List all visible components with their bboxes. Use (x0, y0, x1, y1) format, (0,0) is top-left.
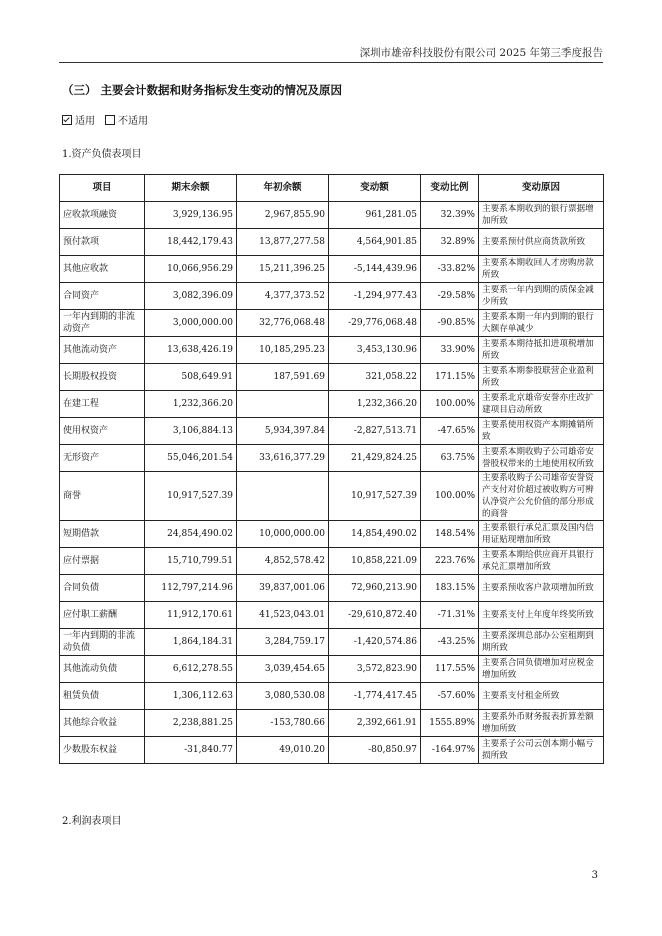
change-reason-cell: 主要系使用权资产本期摊销所致 (479, 418, 604, 445)
begin-balance-cell: 39,837,001.06 (237, 575, 329, 602)
column-header: 变动比例 (421, 175, 479, 202)
change-reason-cell: 主要系支付租金所致 (479, 683, 604, 710)
begin-balance-cell: 4,377,373.52 (237, 283, 329, 310)
row-item-name: 应付职工薪酬 (60, 602, 145, 629)
end-balance-cell: 18,442,179.43 (145, 229, 237, 256)
row-item-name: 少数股东权益 (60, 737, 145, 764)
begin-balance-cell: 187,591.69 (237, 364, 329, 391)
column-header: 变动原因 (479, 175, 604, 202)
balance-sheet-subheading: 1.资产负债表项目 (62, 149, 142, 160)
table-row (60, 445, 604, 472)
change-reason-cell: 主要系本期收到的银行票据增加所致 (479, 202, 604, 229)
column-header: 变动额 (329, 175, 421, 202)
change-amount-cell: -1,774,417.45 (329, 683, 421, 710)
change-amount-cell: 10,858,221.09 (329, 548, 421, 575)
end-balance-cell: -31,840.77 (145, 737, 237, 764)
table-row (60, 364, 604, 391)
change-amount-cell: 1,232,366.20 (329, 391, 421, 418)
change-reason-cell: 主要系本期给供应商开具银行承兑汇票增加所致 (479, 548, 604, 575)
table-row (60, 575, 604, 602)
not-applicable-checkbox[interactable] (105, 115, 115, 125)
change-reason-cell: 主要系本期参股联营企业盈利所致 (479, 364, 604, 391)
table-row (60, 472, 604, 521)
change-reason-cell: 主要系合同负债增加对应税金增加所致 (479, 656, 604, 683)
row-item-name: 应付票据 (60, 548, 145, 575)
end-balance-cell: 3,000,000.00 (145, 310, 237, 337)
change-reason-cell: 主要系深圳总部办公室租期到期所致 (479, 629, 604, 656)
row-item-name: 使用权资产 (60, 418, 145, 445)
change-reason-cell: 主要系本期一年内到期的银行大额存单减少 (479, 310, 604, 337)
table-body (60, 202, 604, 764)
applicability-options (62, 112, 148, 127)
change-ratio-cell: -90.85% (421, 310, 479, 337)
header-divider (59, 62, 603, 63)
table-row (60, 656, 604, 683)
end-balance-cell: 13,638,426.19 (145, 337, 237, 364)
change-amount-cell: 321,058.22 (329, 364, 421, 391)
end-balance-cell: 1,864,184.31 (145, 629, 237, 656)
row-item-name: 其他流动资产 (60, 337, 145, 364)
table-row (60, 337, 604, 364)
change-reason-cell: 主要系本期收回人才房购房款所致 (479, 256, 604, 283)
end-balance-cell: 2,238,881.25 (145, 710, 237, 737)
row-item-name: 在建工程 (60, 391, 145, 418)
change-ratio-cell: -29.58% (421, 283, 479, 310)
change-amount-cell: -2,827,513.71 (329, 418, 421, 445)
change-amount-cell: 21,429,824.25 (329, 445, 421, 472)
begin-balance-cell: 15,211,396.25 (237, 256, 329, 283)
change-amount-cell: 3,453,130.96 (329, 337, 421, 364)
applicable-checkbox[interactable] (62, 115, 72, 125)
begin-balance-cell: 3,284,759.17 (237, 629, 329, 656)
begin-balance-cell: 32,776,068.48 (237, 310, 329, 337)
row-item-name: 其他应收款 (60, 256, 145, 283)
begin-balance-cell: 41,523,043.01 (237, 602, 329, 629)
end-balance-cell: 112,797,214.96 (145, 575, 237, 602)
table-row (60, 710, 604, 737)
end-balance-cell: 24,854,490.02 (145, 521, 237, 548)
change-ratio-cell: 148.54% (421, 521, 479, 548)
table-row (60, 629, 604, 656)
change-ratio-cell: 1555.89% (421, 710, 479, 737)
income-statement-subheading: 2.利润表项目 (62, 816, 122, 827)
begin-balance-cell: 4,852,578.42 (237, 548, 329, 575)
change-amount-cell: 961,281.05 (329, 202, 421, 229)
begin-balance-cell: 10,000,000.00 (237, 521, 329, 548)
table-row (60, 683, 604, 710)
begin-balance-cell: 2,967,855.90 (237, 202, 329, 229)
begin-balance-cell: 10,185,295.23 (237, 337, 329, 364)
end-balance-cell: 3,929,136.95 (145, 202, 237, 229)
row-item-name: 预付款项 (60, 229, 145, 256)
row-item-name: 租赁负债 (60, 683, 145, 710)
report-header: 深圳市雄帝科技股份有限公司 2025 年第三季度报告 (359, 47, 603, 59)
change-ratio-cell: -33.82% (421, 256, 479, 283)
change-ratio-cell: -57.60% (421, 683, 479, 710)
row-item-name: 应收款项融资 (60, 202, 145, 229)
change-ratio-cell: -164.97% (421, 737, 479, 764)
change-amount-cell: -80,850.97 (329, 737, 421, 764)
begin-balance-cell: 49,010.20 (237, 737, 329, 764)
end-balance-cell: 15,710,799.51 (145, 548, 237, 575)
table-row (60, 283, 604, 310)
change-ratio-cell: -43.25% (421, 629, 479, 656)
change-reason-cell: 主要系本期收购子公司雄帝安誉股权带来的土地使用权所致 (479, 445, 604, 472)
change-reason-cell: 主要系子公司云创本期小幅亏损所致 (479, 737, 604, 764)
change-ratio-cell: 183.15% (421, 575, 479, 602)
not-applicable-label: 不适用 (118, 116, 148, 127)
end-balance-cell: 3,082,396.09 (145, 283, 237, 310)
change-reason-cell: 主要系一年内到期的质保金减少所致 (479, 283, 604, 310)
table-row (60, 310, 604, 337)
change-reason-cell: 主要系银行承兑汇票及国内信用证贴现增加所致 (479, 521, 604, 548)
end-balance-cell: 10,066,956.29 (145, 256, 237, 283)
begin-balance-cell: -153,780.66 (237, 710, 329, 737)
row-item-name: 合同资产 (60, 283, 145, 310)
row-item-name: 长期股权投资 (60, 364, 145, 391)
begin-balance-cell (237, 472, 329, 521)
change-ratio-cell: 32.89% (421, 229, 479, 256)
table-row (60, 256, 604, 283)
begin-balance-cell: 3,080,530.08 (237, 683, 329, 710)
begin-balance-cell: 33,616,377.29 (237, 445, 329, 472)
section-title: （三） 主要会计数据和财务指标发生变动的情况及原因 (62, 83, 343, 97)
table-row (60, 548, 604, 575)
row-item-name: 一年内到期的非流动资产 (60, 310, 145, 337)
end-balance-cell: 55,046,201.54 (145, 445, 237, 472)
balance-sheet-table (59, 174, 604, 764)
end-balance-cell: 1,232,366.20 (145, 391, 237, 418)
change-amount-cell: -1,294,977.43 (329, 283, 421, 310)
change-amount-cell: 3,572,823.90 (329, 656, 421, 683)
change-reason-cell: 主要系预收客户款项增加所致 (479, 575, 604, 602)
change-amount-cell: -1,420,574.86 (329, 629, 421, 656)
change-amount-cell: 72,960,213.90 (329, 575, 421, 602)
change-reason-cell: 主要系预付供应商货款所致 (479, 229, 604, 256)
end-balance-cell: 11,912,170.61 (145, 602, 237, 629)
column-header: 期末余额 (145, 175, 237, 202)
change-ratio-cell: -71.31% (421, 602, 479, 629)
table-row (60, 202, 604, 229)
end-balance-cell: 10,917,527.39 (145, 472, 237, 521)
change-amount-cell: -5,144,439.96 (329, 256, 421, 283)
change-ratio-cell: 63.75% (421, 445, 479, 472)
change-reason-cell: 主要系北京雄帝安誉亦庄改扩建项目启动所致 (479, 391, 604, 418)
begin-balance-cell (237, 391, 329, 418)
table-header-row (60, 175, 604, 202)
table-row (60, 418, 604, 445)
begin-balance-cell: 3,039,454.65 (237, 656, 329, 683)
change-ratio-cell: -47.65% (421, 418, 479, 445)
change-reason-cell: 主要系支付上年度年终奖所致 (479, 602, 604, 629)
change-reason-cell: 主要系外币财务报表折算差额增加所致 (479, 710, 604, 737)
begin-balance-cell: 5,934,397.84 (237, 418, 329, 445)
end-balance-cell: 508,649.91 (145, 364, 237, 391)
table-row (60, 391, 604, 418)
table-row (60, 521, 604, 548)
table-row (60, 602, 604, 629)
change-ratio-cell: 100.00% (421, 391, 479, 418)
change-amount-cell: 10,917,527.39 (329, 472, 421, 521)
change-ratio-cell: 171.15% (421, 364, 479, 391)
row-item-name: 无形资产 (60, 445, 145, 472)
change-ratio-cell: 100.00% (421, 472, 479, 521)
change-amount-cell: 14,854,490.02 (329, 521, 421, 548)
row-item-name: 商誉 (60, 472, 145, 521)
page-number: 3 (591, 870, 598, 881)
change-ratio-cell: 32.39% (421, 202, 479, 229)
end-balance-cell: 6,612,278.55 (145, 656, 237, 683)
column-header: 年初余额 (237, 175, 329, 202)
change-ratio-cell: 33.90% (421, 337, 479, 364)
begin-balance-cell: 13,877,277.58 (237, 229, 329, 256)
change-amount-cell: 2,392,661.91 (329, 710, 421, 737)
table-row (60, 737, 604, 764)
change-reason-cell: 主要系收购子公司雄帝安誉资产支付对价超过被收购方可辨认净资产公允价值的部分形成的商誉 (479, 472, 604, 521)
row-item-name: 其他流动负债 (60, 656, 145, 683)
change-reason-cell: 主要系本期待抵扣进项税增加所致 (479, 337, 604, 364)
row-item-name: 其他综合收益 (60, 710, 145, 737)
end-balance-cell: 1,306,112.63 (145, 683, 237, 710)
end-balance-cell: 3,106,884.13 (145, 418, 237, 445)
column-header: 项目 (60, 175, 145, 202)
change-ratio-cell: 117.55% (421, 656, 479, 683)
change-ratio-cell: 223.76% (421, 548, 479, 575)
table-row (60, 229, 604, 256)
applicable-label: 适用 (75, 116, 95, 127)
change-amount-cell: -29,610,872.40 (329, 602, 421, 629)
change-amount-cell: -29,776,068.48 (329, 310, 421, 337)
change-amount-cell: 4,564,901.85 (329, 229, 421, 256)
row-item-name: 合同负债 (60, 575, 145, 602)
row-item-name: 一年内到期的非流动负债 (60, 629, 145, 656)
row-item-name: 短期借款 (60, 521, 145, 548)
